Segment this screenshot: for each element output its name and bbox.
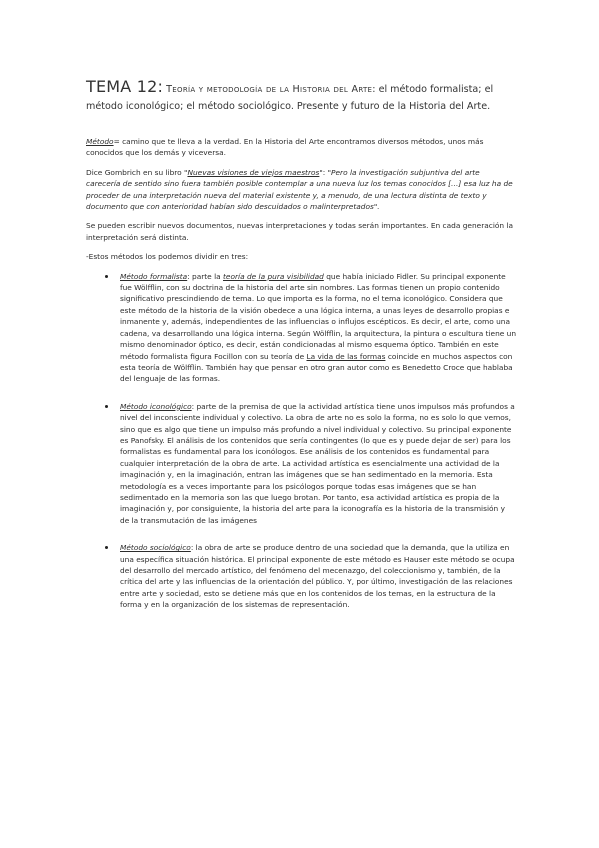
document-body <box>86 136 516 627</box>
division-paragraph: -Estos métodos los podemos dividir en tres: <box>86 252 249 262</box>
title-rest: : el método formalista; el método iconológico; el método sociológico. Presente y futuro de la Historia del Arte. <box>86 84 494 112</box>
gombrich-mid: ": <box>319 167 328 177</box>
method-text: que había iniciado Fidler. Su principal exponente fue Wölfflin, con su doctrina de la historia del arte sin nombres. Las formas tienen un propio contenido significativo prescindiendo de tema. Lo que importa es la forma, no el tema iconológico. Considera que este método de la historia de la visión obedece a una lógica interna, a unas leyes de desarrollo propias e inmanente y, además, independientes de las influencias o influjos escépticos. Es decir, el arte, como una cadena, va desarrollando una lógica interna. Según Wölfflin, la arquitectura, la pintura o escultura tiene un mismo denominador óptico, es decir, están condicionadas al mismo esquema óptico. También en este método formalista figura Focillon con su teoría de <box>120 271 517 361</box>
method-text: : la obra de arte se produce dentro de una sociedad que la demanda, que la utiliza en una específica situación histórica. El principal exponente de este método es Hauser este método se ocupa del desarrollo del mercado artístico, del fenómeno del mecenazgo, del coleccionismo y, también, de la crítica del arte y las influencias de la orientación del público. Y, por último, investigación de las relaciones entre arte y sociedad, esto se detiene más que en los contenidos de los temas, en la estructura de la forma y en la organización de los sistemas de representación. <box>120 543 515 610</box>
book-title: La vida de las formas <box>306 351 386 361</box>
list-item-sociologico <box>86 542 516 610</box>
definition-paragraph <box>86 136 516 159</box>
methods-list <box>86 271 516 611</box>
interpretations-paragraph: Se pueden escribir nuevos documentos, nuevas interpretaciones y todas serán importantes. En cada generación la interpretación será distinta. <box>86 221 514 242</box>
gombrich-quote: "Pero la investigación subjuntiva del arte carecería de sentido sino fuera también posible contemplar a una nueva luz los temas conocidos […] esa luz ha de proceder de una interpretación nueva del material existente y, a menudo, de una lectura distinta de texto y documento que con anterioridad habían sido descuidados o malinterpretados". <box>86 167 513 212</box>
gombrich-paragraph <box>86 167 516 213</box>
title-subject: Teoría y metodología de la Historia del Arte <box>166 84 373 95</box>
bullet-icon <box>105 405 108 408</box>
definition-text: = camino que te lleva a la verdad. En la Historia del Arte encontramos diversos métodos, unos más conocidos que los demás y viceversa. <box>86 137 484 158</box>
bullet-icon <box>105 546 108 549</box>
gombrich-lead: Dice Gombrich en su libro " <box>86 167 188 177</box>
method-name: Método formalista <box>120 271 188 281</box>
page-title <box>86 78 526 115</box>
method-text: : parte de la premisa de que la actividad artística tiene unos impulsos más profundos a nivel del inconsciente individual y colectivo. La obra de arte no es solo la forma, no es solo lo que vemos, sino que es algo que tiene un impulso más profundo a nivel individual y colectivo. Su principal exponente es Panofsky. El análisis de los contenidos que sería contingentes (lo que es y puede dejar de ser) para los formalistas es fundamental para los iconólogos. Ese análisis de los contenidos es fundamental para cualquier interpretación de la obra de arte. La actividad artística es esencialmente una actividad de la imaginación y, en la imaginación, entran las imágenes que se han sedimentado en la memoria. Esta metodología es a veces importante para los psicólogos porque todas esas imágenes que se han sedimentado en la memoria son las que luego brotan. Por tanto, esa actividad artística es propia de la imaginación y, por consiguiente, la historia del arte para la iconografía es la historia de la transmisión y de la transmutación de las imágenes <box>120 401 515 525</box>
bullet-icon <box>105 275 108 278</box>
method-text: : parte la <box>187 271 224 281</box>
theory-title: teoría de la pura visibilidad <box>223 271 324 281</box>
method-name: Método sociológico <box>120 543 191 553</box>
list-item-iconologico <box>86 401 516 526</box>
definition-term: Método <box>86 137 114 146</box>
title-tema: TEMA 12: <box>86 77 164 96</box>
gombrich-book-title: Nuevas visiones de viejos maestros <box>187 167 320 177</box>
method-name: Método iconológico <box>120 401 192 411</box>
method-text: coincide en muchos aspectos con esta teoría de Wölfflin. También hay que pensar en otro gran autor como es Benedetto Croce que hablaba del lenguaje de las formas. <box>120 351 513 384</box>
list-item-formalista <box>86 271 516 385</box>
